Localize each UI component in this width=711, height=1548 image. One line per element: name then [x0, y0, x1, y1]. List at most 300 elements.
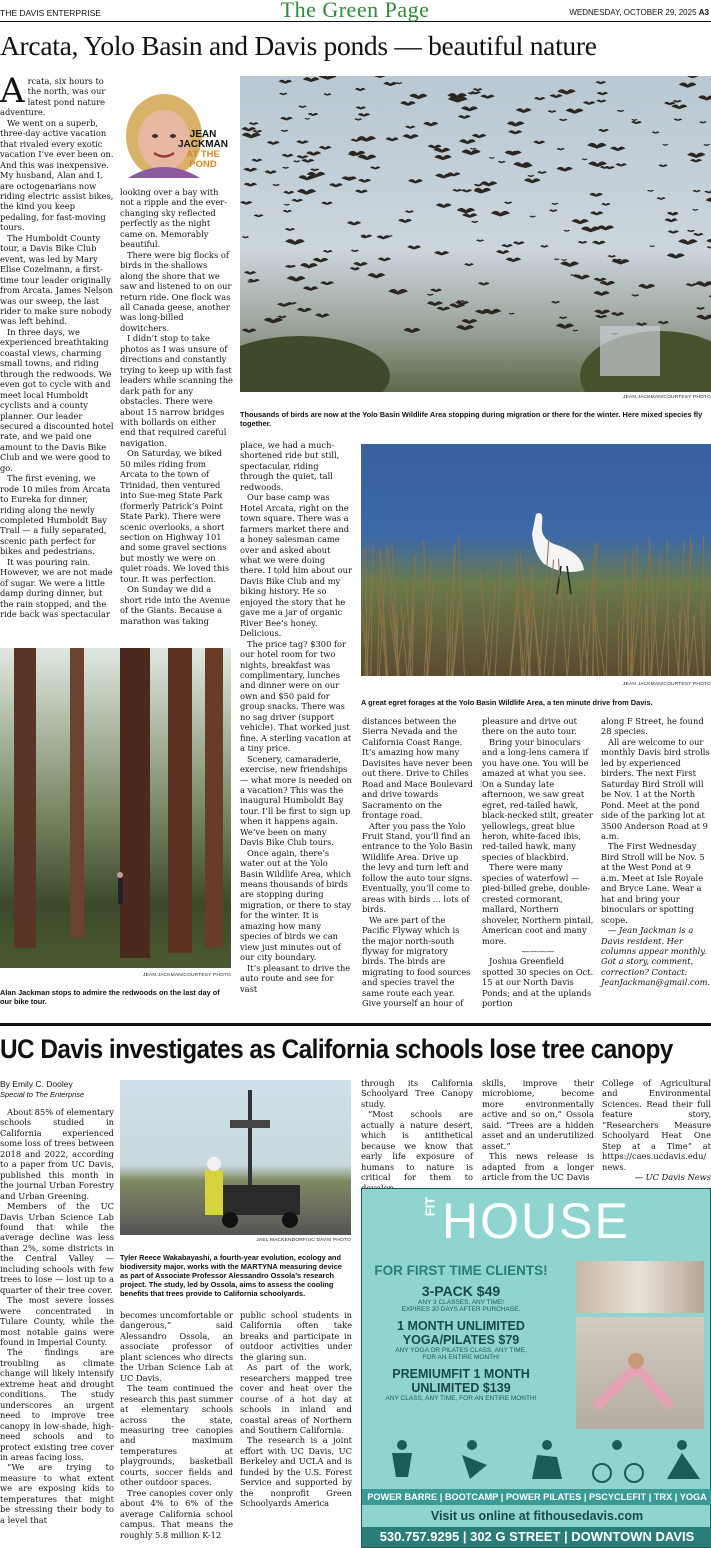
- bird-mark: [350, 267, 360, 270]
- bird-mark: [590, 211, 603, 215]
- reed-mark: [704, 536, 705, 676]
- paragraph: skills, improve their microbiome, become more environmentally active and so on,” Ossola said. “Trees are a hidden asset and an underutilized asset.”: [482, 1078, 594, 1151]
- reed-mark: [408, 555, 416, 676]
- photo2-credit: JEAN JACKMAN/COURTESY PHOTO: [622, 682, 711, 687]
- bird-mark: [547, 110, 556, 113]
- bird-mark: [244, 183, 258, 187]
- bird-mark: [508, 130, 522, 134]
- reed-mark: [480, 572, 488, 676]
- egret-graphic: [361, 444, 711, 676]
- bird-mark: [378, 257, 392, 261]
- bird-mark: [267, 141, 280, 145]
- reed-mark: [660, 602, 668, 676]
- bird-mark: [303, 286, 318, 290]
- bird-mark: [350, 139, 361, 142]
- reed-mark: [693, 616, 698, 676]
- bird-mark: [435, 174, 452, 179]
- reed-mark: [567, 597, 572, 676]
- reed-mark: [701, 599, 704, 676]
- bird-mark: [254, 214, 264, 217]
- bird-mark: [594, 310, 610, 315]
- bird-mark: [407, 245, 421, 249]
- bird-mark: [687, 76, 697, 78]
- paragraph: We went on a superb, three-day active vacation that rivaled every exotic vacation I’ve ever been on. And this was inexpensive. My husband, Alan and I, are octogenarians now riding electric assist bikes, the kind you keep pedaling, for fast-moving tours.: [0, 117, 114, 233]
- bird-mark: [504, 202, 512, 204]
- bird-mark: [376, 235, 390, 239]
- bird-mark: [458, 115, 471, 119]
- columnist-tag: [176, 130, 230, 170]
- paragraph: place, we had a much-shortened ride but still, spectacular, riding through the quiet, tall redwoods.: [240, 440, 340, 492]
- story1-col6: [601, 716, 711, 988]
- bird-mark: [533, 141, 545, 145]
- paragraph: Our base camp was Hotel Arcata, right on the town square. There was a farmers market there and a honey salesman came over and asked about what we were doing there. I told him about our Davis Bike Club and my biking history. He so enjoyed the story that he gave me a jar of organic River Bee’s honey. Delicious.: [240, 492, 352, 639]
- story2-col3a: [240, 1310, 352, 1509]
- bird-mark: [351, 250, 359, 252]
- bird-mark: [631, 121, 642, 124]
- bird-mark: [321, 202, 333, 205]
- bird-mark: [593, 291, 609, 296]
- story1-headline: Arcata, Yolo Basin and Davis ponds — beautiful nature: [0, 30, 597, 61]
- bird-mark: [400, 101, 416, 106]
- monthly-detail: ANY YOGA OR PILATES CLASS, ANY TIME,: [395, 1347, 527, 1354]
- bird-mark: [482, 309, 502, 315]
- bird-mark: [664, 102, 676, 105]
- bird-mark: [496, 250, 510, 254]
- columnist-last: JACKMAN: [178, 139, 228, 150]
- paragraph: The most severe losses were concentrated in Tulare County, while the most notable gains were found in Imperial County.: [0, 1295, 114, 1347]
- bird-mark: [283, 210, 292, 213]
- bird-mark: [398, 219, 412, 223]
- bird-mark: [242, 236, 249, 238]
- premium-detail: ANY CLASS, ANY TIME, FOR AN ENTIRE MONTH!: [385, 1395, 537, 1402]
- page-number: A3: [698, 8, 709, 17]
- bird-mark: [434, 155, 451, 160]
- bird-mark: [296, 140, 309, 144]
- bird-mark: [561, 259, 567, 261]
- bird-mark: [301, 159, 314, 163]
- bird-mark: [549, 209, 558, 212]
- reed-mark: [643, 555, 648, 676]
- bird-mark: [291, 199, 303, 202]
- bird-mark: [315, 313, 330, 317]
- bird-mark: [358, 179, 371, 183]
- bird-mark: [474, 184, 483, 187]
- story2-col3b: [361, 1078, 473, 1193]
- bird-mark: [249, 122, 259, 125]
- pack-expiry: EXPIRES 30 DAYS AFTER PURCHASE.: [401, 1306, 521, 1313]
- bird-mark: [554, 258, 560, 260]
- bird-mark: [449, 303, 465, 308]
- bird-mark: [690, 159, 702, 163]
- bird-mark: [566, 108, 584, 113]
- bird-mark: [367, 273, 385, 278]
- bird-mark: [524, 178, 541, 183]
- bird-mark: [703, 144, 710, 146]
- ad-area: DOWNTOWN DAVIS: [571, 1529, 695, 1544]
- bird-mark: [600, 281, 616, 286]
- photo3-caption: Alan Jackman stops to admire the redwoods on the last day of our bike tour.: [0, 988, 220, 1006]
- birds-flock-graphic: [240, 76, 711, 392]
- bird-mark: [699, 121, 707, 123]
- reed-mark: [576, 604, 581, 676]
- reed-mark: [510, 589, 518, 676]
- bird-mark: [658, 321, 669, 324]
- photo4-caption: Tyler Reece Wakabayashi, a fourth-year evolution, ecology and biodiversity major, works with the MARTYNA measuring device as part of Associate Professor Alessandro Ossola’s research project. The study, led by Ossola, aims to assess the cooling benefits that trees provide to California schoolyards.: [120, 1253, 342, 1298]
- bird-mark: [310, 168, 320, 171]
- bird-mark: [529, 216, 536, 218]
- bird-mark: [476, 239, 484, 241]
- bird-mark: [638, 284, 655, 289]
- reed-mark: [678, 540, 684, 676]
- reed-mark: [673, 618, 679, 676]
- ad-website[interactable]: Visit us online at fithousedavis.com: [430, 1509, 644, 1523]
- bird-mark: [296, 155, 308, 159]
- bird-mark: [478, 282, 490, 285]
- author-bio: — Jean Jackman is a Davis resident. Her columns appear monthly. Got a story, comment, correction? Contact: JeanJackman@gmail.com.: [601, 925, 711, 988]
- bird-mark: [457, 208, 475, 213]
- paragraph: The research is a joint effort with UC Davis, UC Berkeley and UCLA and is funded by the U.S. Forest Service and supported by the nonprofit Green Schoolyards America: [240, 1435, 352, 1509]
- bird-mark: [601, 203, 610, 206]
- photo1-credit: JEAN JACKMAN/COURTESY PHOTO: [622, 395, 711, 400]
- paper-name: THE DAVIS ENTERPRISE: [0, 8, 101, 18]
- bird-mark: [583, 101, 595, 105]
- bird-mark: [509, 313, 515, 315]
- bird-mark: [354, 118, 362, 120]
- bird-mark: [480, 95, 494, 99]
- redwoods-graphic: [0, 648, 231, 968]
- paragraph: public school students in California often take breaks and participate in outdoor activities under the glaring sun.: [240, 1310, 352, 1362]
- reed-mark: [621, 554, 626, 676]
- bird-mark: [706, 239, 711, 244]
- bird-mark: [347, 221, 362, 225]
- story1-col5: [482, 716, 594, 1009]
- paragraph: The price tag? $300 for our hotel room for two nights, breakfast was complimentary, lunches and dinner were on our own and $50 paid for group snacks. There was no sag driver (support vehicle). That worked just fine. A sterling vacation at a tiny price.: [240, 638, 352, 754]
- bird-mark: [405, 210, 414, 213]
- bird-mark: [242, 133, 261, 139]
- reed-mark: [644, 621, 645, 676]
- bird-mark: [615, 163, 626, 166]
- bird-mark: [595, 81, 606, 84]
- reed-mark: [530, 565, 540, 676]
- bird-mark: [551, 203, 558, 205]
- bird-mark: [427, 145, 441, 149]
- premium-offer-line1: PREMIUMFIT 1 MONTH: [392, 1367, 530, 1381]
- photo2-caption: A great egret forages at the Yolo Basin Wildlife Area, a ten minute drive from Davis.: [361, 698, 653, 707]
- paragraph: The findings are troubling as climate change will likely intensify extreme heat and drought conditions. The study underscores an urgent need to improve tree canopy in low-shade, high-need schools and to protect existing tree cover in areas facing loss.: [0, 1347, 114, 1462]
- bird-mark: [587, 143, 606, 149]
- story2-col5b: [602, 1078, 711, 1183]
- bird-mark: [671, 104, 687, 109]
- bird-mark: [461, 106, 478, 111]
- bird-mark: [649, 245, 655, 247]
- bird-mark: [251, 159, 262, 162]
- reed-mark: [453, 598, 461, 676]
- bird-mark: [374, 76, 386, 78]
- bird-mark: [559, 119, 568, 122]
- bird-mark: [319, 146, 332, 150]
- bird-mark: [355, 190, 368, 194]
- bird-mark: [403, 134, 419, 139]
- bird-mark: [537, 171, 547, 174]
- paragraph: After you pass the Yolo Fruit Stand, you’ll find an entrance to the Yolo Basin Wildlife Area. Drive up the levy and turn left and follow the auto tour signs. Eventually, you’ll come to areas with birds ... lots of birds.: [362, 820, 473, 915]
- bird-mark: [559, 317, 568, 320]
- paragraph: along F Street, he found 28 species.: [601, 716, 704, 737]
- section-title: The Green Page: [280, 0, 430, 22]
- story2-col2: [120, 1310, 233, 1540]
- paragraph: “We are trying to measure to what extent we are exposing kids to temperatures that might be stressing their body to a level that: [0, 1462, 114, 1525]
- bird-mark: [607, 255, 616, 258]
- bird-mark: [506, 258, 522, 263]
- bird-mark: [667, 253, 685, 258]
- bird-mark: [297, 308, 312, 312]
- ad-phone[interactable]: 530.757.9295: [379, 1529, 460, 1544]
- paragraph: The First Wednesday Bird Stroll will be Nov. 5 at the West Pond at 9 a.m. Meet at Isle Royale and Bryce Lane. Wear a hat and bring your binoculars or spotting scope.: [601, 841, 705, 925]
- bird-mark: [668, 230, 680, 233]
- bird-mark: [695, 281, 711, 287]
- bird-mark: [282, 167, 289, 169]
- bird-mark: [678, 239, 698, 245]
- monthly-detail-2: FOR AN ENTIRE MONTH!: [422, 1354, 500, 1361]
- bird-mark: [303, 77, 319, 82]
- bird-mark: [611, 312, 625, 316]
- bird-mark: [285, 228, 296, 231]
- bird-mark: [652, 131, 660, 133]
- bird-mark: [456, 325, 474, 330]
- bird-mark: [597, 92, 609, 95]
- bird-mark: [264, 318, 284, 324]
- column-name-1: AT THE: [186, 149, 220, 160]
- bird-mark: [383, 82, 397, 86]
- bird-mark: [323, 250, 333, 253]
- bird-mark: [452, 189, 462, 192]
- bird-mark: [403, 328, 420, 333]
- bird-mark: [687, 153, 705, 158]
- bird-mark: [706, 198, 711, 204]
- paragraph: As part of the work, researchers mapped tree cover and heat over the course of a hot day at schools in inland and coastal areas of Northern and Southern California.: [240, 1362, 352, 1435]
- paragraph: All are welcome to our monthly Davis bird strolls led by experienced birders. The next First Saturday Bird Stroll will be Nov. 1 at the North Pond. Meet at the pond side of the parking lot at 3500 Anderson Road at 9 a.m.: [601, 736, 710, 841]
- paragraph: Bring your binoculars and a long-lens camera if you have one. You will be amazed at what you see. On a Sunday late afternoon, we saw great egret, red-tailed hawk, black-necked stilt, greater yellowlegs, great blue heron, white-faced ibis, red-tailed hawk, many species of blackbird.: [482, 736, 593, 862]
- ad-class-list: POWER BARRE | BOOTCAMP | POWER PILATES | PSCYCLEFIT | TRX | YOGA: [362, 1489, 711, 1505]
- story2-headline: UC Davis investigates as California schools lose tree canopy: [0, 1034, 673, 1064]
- bird-mark: [358, 155, 377, 161]
- bird-mark: [707, 246, 711, 248]
- reed-mark: [628, 580, 629, 676]
- masthead-bar: [0, 0, 711, 22]
- bird-mark: [662, 144, 668, 146]
- bird-mark: [631, 119, 638, 121]
- bird-mark: [306, 151, 321, 155]
- ad-address: 302 G STREET: [470, 1529, 561, 1544]
- bird-mark: [272, 184, 280, 186]
- bird-mark: [592, 241, 606, 245]
- byline-name: By Emily C. Dooley: [0, 1079, 73, 1089]
- logo-main-text: HOUSE: [442, 1193, 630, 1249]
- bird-mark: [489, 157, 495, 159]
- photo4-credit: JAEL MACKENDORF/UC DAVIS PHOTO: [256, 1238, 351, 1243]
- egret-photo: [361, 444, 711, 676]
- bird-mark: [242, 329, 257, 333]
- bird-mark: [356, 106, 367, 109]
- bird-mark: [300, 263, 318, 268]
- ad-class-photo-bottom: [576, 1317, 704, 1429]
- bird-mark: [471, 221, 479, 223]
- bird-mark: [589, 193, 603, 197]
- bird-mark: [636, 323, 648, 326]
- bird-mark: [516, 108, 532, 113]
- photo1-caption: Thousands of birds are now at the Yolo Basin Wildlife Area stopping during migration or there for the winter. Here mixed species fly together.: [240, 410, 703, 428]
- birds-photo: [240, 76, 711, 392]
- bird-mark: [692, 209, 698, 211]
- bird-mark: [279, 80, 293, 84]
- bird-mark: [308, 113, 319, 116]
- bird-mark: [298, 106, 307, 108]
- bird-mark: [280, 117, 293, 121]
- bird-mark: [459, 139, 476, 144]
- bird-mark: [252, 130, 262, 133]
- paragraph: Members of the UC Davis Urban Science Lab found that while the average decline was less than 2%, some districts in the Central Valley — including schools with few trees to lose — lost up to a quarter of their tree cover.: [0, 1201, 114, 1295]
- paragraph: rcata, six hours to the north, was our latest pond nature adventure.: [0, 76, 106, 118]
- paragraph: Scenery, camaraderie, exercise, new friendships — what more is needed on a vacation? This was the inaugural Humboldt Bay tour. I’ll be first to sign up when it happens again. We’ve been on many Davis Bike Club tours.: [240, 753, 352, 848]
- paragraph: On Saturday, we biked 50 miles riding from Arcata to the town of Trinidad, then ventured into Sue-meg State Park (formerly Patrick’s Point State Park). There were scenic overlooks, a short section on Highway 101 and some gravel sections but mostly we were on quiet roads. We loved this tour. It was perfection.: [120, 448, 230, 584]
- paragraph: We are part of the Pacific Flyway which is the major north-south flyway for migratory birds. The birds are migrating to food sources and species travel the same route each year. Give yourself an hour of: [362, 914, 471, 1009]
- pack-detail: ANY 3 CLASSES, ANY TIME!: [418, 1299, 504, 1306]
- bird-mark: [434, 251, 449, 255]
- paragraph: through its California Schoolyard Tree Canopy study.: [361, 1078, 473, 1109]
- bird-mark: [696, 315, 711, 320]
- date-text: WEDNESDAY, OCTOBER 29, 2025: [569, 8, 697, 17]
- monthly-offer-line1: 1 MONTH UNLIMITED: [397, 1319, 525, 1333]
- paragraph: There were many species of waterfowl — pied-billed grebe, double-crested cormorant, mallard, Northern shoveler, Northern pintail, American coot and many more.: [482, 862, 594, 946]
- bird-mark: [279, 93, 288, 96]
- bird-mark: [674, 119, 683, 122]
- bird-mark: [388, 289, 408, 295]
- bird-mark: [430, 289, 442, 292]
- bird-mark: [436, 203, 452, 208]
- column-name-2: POND: [189, 159, 217, 170]
- bird-mark: [264, 170, 277, 174]
- bird-mark: [243, 168, 257, 172]
- bird-mark: [491, 211, 510, 217]
- paragraph: Joshua Greenfield spotted 30 species on Oct. 15 at our North Davis Ponds; and at the uplands portion: [482, 956, 594, 1009]
- bird-mark: [284, 204, 290, 206]
- bird-mark: [594, 278, 607, 282]
- redwoods-photo: [0, 648, 231, 968]
- bird-mark: [355, 88, 366, 91]
- sign-off: — UC Davis News: [634, 1172, 711, 1183]
- fithouse-ad[interactable]: [361, 1188, 711, 1548]
- story1-col3: [240, 440, 352, 994]
- fitness-silhouettes: [362, 1435, 711, 1485]
- bird-mark: [285, 239, 305, 245]
- bird-mark: [698, 95, 711, 100]
- reed-mark: [586, 542, 595, 676]
- bird-mark: [578, 241, 588, 244]
- bird-mark: [588, 161, 607, 167]
- yoga-figure: [576, 1317, 704, 1429]
- bird-mark: [631, 294, 639, 296]
- bird-mark: [247, 281, 253, 283]
- monthly-offer-line2: YOGA/PILATES $79: [402, 1333, 520, 1347]
- paragraph: The team continued the research this past summer at elementary schools across the state, measuring tree canopies and maximum temperatures at playgrounds, basketball courts, soccer fields and other outdoor spaces.: [120, 1383, 233, 1488]
- bird-mark: [556, 324, 574, 329]
- paragraph: The first evening, we rode 10 miles from Arcata to Eureka for dinner, riding along the newly completed Humboldt Bay Trail — a fully separated, scenic path perfect for bikes and pedestrians.: [0, 473, 111, 557]
- bird-mark: [560, 261, 579, 266]
- bird-mark: [240, 201, 252, 205]
- ad-logo: [362, 1193, 711, 1249]
- paragraph: College of Agricultural and Environmental Sciences. Read their full feature story, “Researchers Measure Schoolyard Heat One Step at a Time” at https://caes.ucdavis.edu/news.: [602, 1078, 711, 1172]
- bird-mark: [557, 89, 575, 94]
- bird-mark: [595, 315, 607, 319]
- bird-mark: [293, 160, 300, 162]
- photo3-credit: JEAN JACKMAN/COURTESY PHOTO: [142, 973, 231, 978]
- bird-mark: [304, 118, 310, 120]
- paragraph: looking over a bay with not a ripple and the ever-changing sky reflected perfectly as the night came on. Memorably beautiful.: [120, 187, 228, 250]
- premium-offer-line2: UNLIMITED $139: [411, 1381, 511, 1395]
- bird-mark: [287, 276, 306, 282]
- bird-mark: [461, 189, 472, 192]
- bird-mark: [679, 83, 697, 88]
- bird-mark: [563, 230, 570, 232]
- bird-mark: [473, 88, 483, 91]
- paragraph: Once again, there’s water out at the Yolo Basin Wildlife Area, which means thousands of birds are stopping during migration, or there to stay for the winter. It is amazing how many species of birds we can view just minutes out of our city boundary.: [240, 847, 352, 963]
- paragraph: It’s pleasant to drive the auto route and see for vast: [240, 962, 351, 994]
- byline-affiliation: Special to The Enterprise: [0, 1090, 85, 1099]
- bird-mark: [313, 258, 329, 263]
- bird-mark: [370, 166, 380, 169]
- bird-mark: [470, 148, 477, 150]
- bird-mark: [664, 218, 677, 222]
- bird-mark: [281, 130, 289, 132]
- reed-mark: [517, 588, 524, 676]
- ad-contact-bar: 530.757.9295 | 302 G STREET | DOWNTOWN DAVIS: [362, 1527, 711, 1547]
- columnist-first: JEAN: [189, 129, 217, 140]
- bird-mark: [501, 244, 512, 247]
- bird-mark: [597, 225, 614, 230]
- bird-mark: [534, 97, 546, 100]
- bird-mark: [498, 161, 506, 163]
- paragraph: This news release is adapted from a longer article from the UC Davis: [482, 1151, 594, 1183]
- story1-col4: [362, 716, 474, 1009]
- bird-mark: [353, 262, 368, 266]
- story2-col4b: [482, 1078, 594, 1183]
- story1-col1: [0, 71, 114, 620]
- bird-mark: [647, 190, 654, 192]
- paragraph: It was pouring rain. However, we are not made of sugar. We were a little damp during dinner, but the rain stopped, and the ride back was spectacular: [0, 556, 113, 620]
- bird-mark: [472, 134, 487, 138]
- bird-mark: [423, 122, 438, 126]
- bird-mark: [409, 94, 427, 99]
- reed-mark: [641, 614, 642, 676]
- bird-mark: [480, 181, 497, 186]
- bird-mark: [408, 179, 423, 183]
- bird-mark: [551, 301, 560, 304]
- bird-mark: [507, 121, 525, 126]
- bird-mark: [427, 301, 443, 306]
- offer-title: FOR FIRST TIME CLIENTS!: [374, 1263, 548, 1278]
- bird-mark: [329, 183, 343, 187]
- reed-mark: [489, 579, 496, 676]
- researcher-photo: [120, 1080, 351, 1235]
- bird-mark: [319, 76, 337, 80]
- bird-mark: [596, 100, 606, 103]
- offer-box: [368, 1283, 554, 1431]
- drop-cap: A: [0, 71, 25, 111]
- logo-side-text: FIT: [422, 1196, 438, 1217]
- reed-mark: [606, 597, 607, 676]
- bird-mark: [462, 213, 477, 218]
- paragraph: distances between the Sierra Nevada and the California Coast Range. It’s amazing how many Davisites have never been out there. Drive to Chiles Road and Mace Boulevard and drive towards Sacramento on the frontage road.: [362, 716, 473, 821]
- reed-mark: [371, 546, 373, 676]
